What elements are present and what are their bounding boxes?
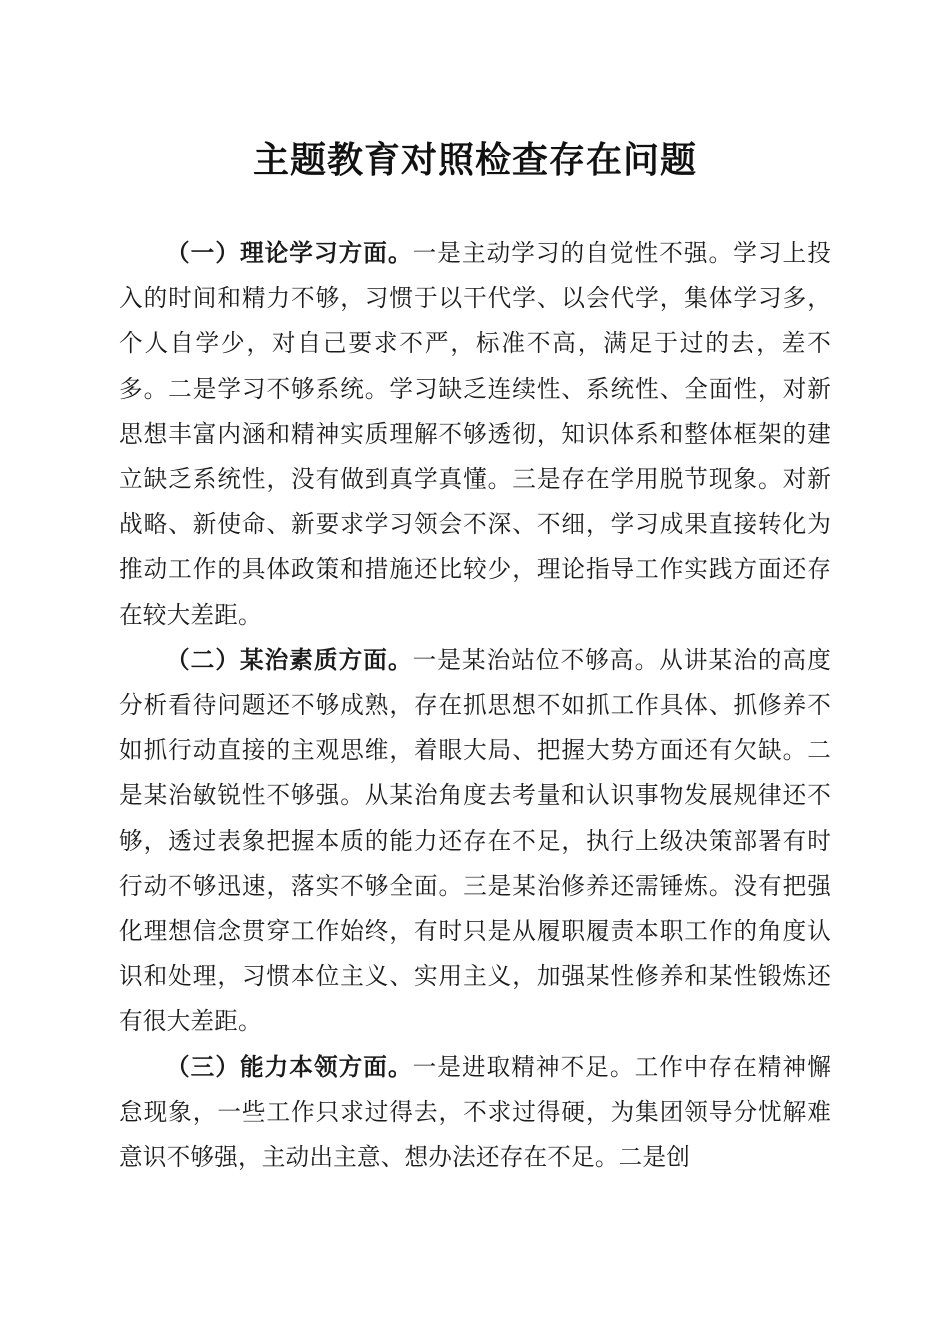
paragraph-ability — [119, 1045, 831, 1181]
paragraph-heading: （二）某治素质方面。 — [166, 645, 413, 674]
document-body — [119, 231, 831, 1180]
paragraph-text: 一是某治站位不够高。从讲某治的高度分析看待问题还不够成熟，存在抓思想不如抓工作具体、抓修养不如抓行动直接的主观思维，着眼大局、把握大势方面还有欠缺。二是某治敏锐性不够强。从某治角度去考量和认识事物发展规律还不够，透过表象把握本质的能力还存在不足，执行上级决策部署有时行动不够迅速，落实不够全面。三是某治修养还需锤炼。没有把强化理想信念贯穿工作始终，有时只是从履职履责本职工作的角度认识和处理，习惯本位主义、实用主义，加强某性修养和某性锻炼还有很大差距。 — [119, 645, 832, 1036]
paragraph-text: 一是进取精神不足。工作中存在精神懈怠现象，一些工作只求过得去，不求过得硬，为集团领导分忧解难意识不够强，主动出主意、想办法还存在不足。二是创 — [119, 1052, 832, 1172]
paragraph-heading: （三）能力本领方面。 — [166, 1052, 413, 1081]
paragraph-political-quality — [119, 638, 831, 1045]
paragraph-text: 一是主动学习的自觉性不强。学习上投入的时间和精力不够，习惯于以干代学、以会代学，集体学习多，个人自学少，对自己要求不严，标准不高，满足于过的去，差不多。二是学习不够系统。学习缺乏连续性、系统性、全面性，对新思想丰富内涵和精神实质理解不够透彻，知识体系和整体框架的建立缺乏系统性，没有做到真学真懂。三是存在学用脱节现象。对新战略、新使命、新要求学习领会不深、不细，学习成果直接转化为推动工作的具体政策和措施还比较少，理论指导工作实践方面还存在较大差距。 — [119, 239, 832, 629]
document-title: 主题教育对照检查存在问题 — [252, 139, 697, 181]
paragraph-theory-study — [119, 231, 831, 638]
paragraph-heading: （一）理论学习方面。 — [166, 239, 413, 267]
